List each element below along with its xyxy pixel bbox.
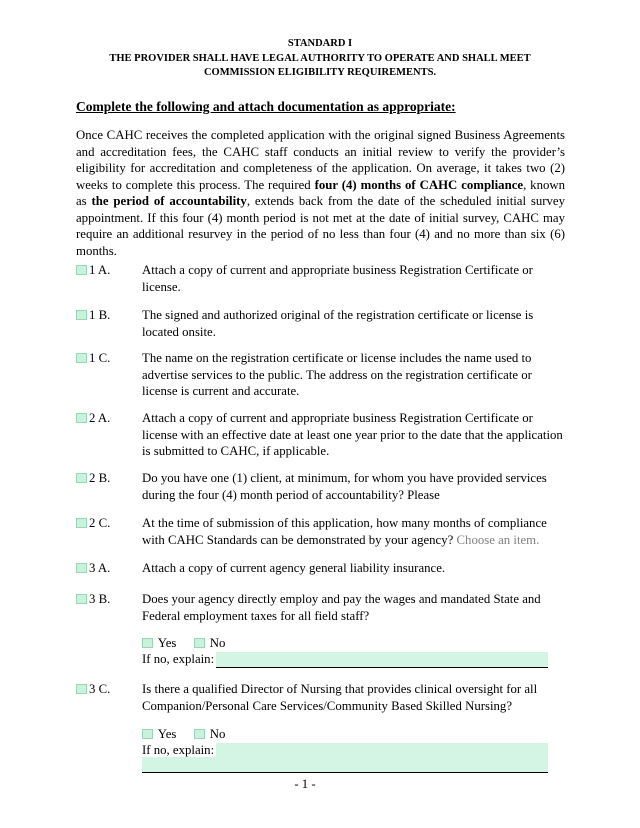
item-code-label: 3 C. <box>89 682 111 696</box>
checkbox[interactable] <box>76 594 87 604</box>
no-option[interactable] <box>194 636 226 650</box>
item-code-label: 1 C. <box>89 351 111 365</box>
checkbox[interactable] <box>76 518 87 528</box>
standard-header <box>0 37 640 81</box>
no-checkbox[interactable] <box>194 638 205 648</box>
item-code <box>76 350 142 367</box>
section-title: Complete the following and attach documentation as appropriate: <box>76 99 456 114</box>
item-code-label: 1 B. <box>89 308 111 322</box>
no-label: No <box>209 727 226 741</box>
checkbox[interactable] <box>76 684 87 694</box>
choose-item-dropdown[interactable]: Choose an item. <box>456 532 540 547</box>
checkbox[interactable] <box>76 563 87 573</box>
page-number: - 1 - <box>294 777 316 791</box>
yes-label: Yes <box>157 636 177 650</box>
item-text <box>142 515 566 548</box>
checkbox[interactable] <box>76 310 87 320</box>
item-text: Attach a copy of current and appropriate business Registration Certificate or license with an effective date at least one year prior to the date that the application is submitted to CAHC, if applicable. <box>142 411 563 458</box>
explain-label: If no, explain: <box>142 743 215 757</box>
explain-input-continued[interactable] <box>142 757 548 773</box>
item-text: Do you have one (1) client, at minimum, for whom you have provided services during the four (4) month period of accountability? Please <box>142 471 547 502</box>
item-text-body: At the time of submission of this application, how many months of compliance with CAHC Standards can be demonstrated by your agency? <box>142 516 547 547</box>
item-code <box>76 681 142 698</box>
item-code <box>76 470 142 487</box>
standard-title: STANDARD I <box>287 38 353 49</box>
item-code <box>76 262 142 279</box>
checkbox[interactable] <box>76 353 87 363</box>
item-code-label: 1 A. <box>89 263 111 277</box>
item-code-label: 2 C. <box>89 516 111 530</box>
explain-row-3b <box>142 651 548 668</box>
item-code <box>76 307 142 324</box>
intro-bold-1: four (4) months of CAHC compliance <box>314 177 524 192</box>
standard-subtitle-line2: COMMISSION ELIGIBILITY REQUIREMENTS. <box>203 67 437 78</box>
intro-bold-2: the period of accountability <box>91 194 247 208</box>
item-code <box>76 591 142 608</box>
item-code <box>76 410 142 427</box>
item-text: Attach a copy of current agency general liability insurance. <box>142 561 446 575</box>
explain-label: If no, explain: <box>142 652 215 666</box>
intro-text-2: , known as <box>76 177 566 208</box>
yes-option[interactable] <box>142 727 176 741</box>
item-text: Does your agency directly employ and pay the wages and mandated State and Federal employment taxes for all field staff? <box>142 592 541 623</box>
item-code <box>76 560 142 577</box>
checkbox[interactable] <box>76 473 87 483</box>
checkbox[interactable] <box>76 413 87 423</box>
intro-paragraph <box>76 127 565 259</box>
checkbox[interactable] <box>76 265 87 275</box>
no-option[interactable] <box>194 727 226 741</box>
item-text: The name on the registration certificate or license includes the name used to advertise services to the public. The address on the registration certificate or license is current and accurate. <box>142 351 532 398</box>
item-code-label: 2 B. <box>89 471 111 485</box>
yes-checkbox[interactable] <box>142 729 153 739</box>
yes-no-3b <box>142 635 239 652</box>
no-label: No <box>209 636 226 650</box>
item-text: The signed and authorized original of the registration certificate or license is located onsite. <box>142 308 534 339</box>
item-text: Is there a qualified Director of Nursing that provides clinical oversight for all Companion/Personal Care Services/Community Based Skilled Nursing? <box>142 682 538 713</box>
no-checkbox[interactable] <box>194 729 205 739</box>
yes-checkbox[interactable] <box>142 638 153 648</box>
item-code <box>76 515 142 532</box>
explain-input[interactable] <box>216 652 548 668</box>
intro-text-3: , extends back from the date of the scheduled initial survey appointment. If this four (4) month period is not met at the date of initial survey, CAHC may require an additional resurvey in the period of no less than four (4) and no more than six (6) months. <box>76 194 566 258</box>
yes-label: Yes <box>157 727 177 741</box>
yes-option[interactable] <box>142 636 176 650</box>
intro-text-1: Once CAHC receives the completed application with the original signed Business Agreements and accreditation fees, the CAHC staff conducts an initial review to verify the provider’s eligibility for accreditation and completeness of the application. On average, it takes two (2) weeks to complete this process. The required <box>76 128 565 192</box>
yes-no-3c <box>142 726 239 743</box>
standard-subtitle-line1: THE PROVIDER SHALL HAVE LEGAL AUTHORITY TO OPERATE AND SHALL MEET <box>109 52 531 64</box>
item-code-label: 3 B. <box>89 592 111 606</box>
item-text: Attach a copy of current and appropriate business Registration Certificate or license. <box>142 263 533 294</box>
item-code-label: 2 A. <box>89 411 111 425</box>
item-code-label: 3 A. <box>89 561 111 575</box>
